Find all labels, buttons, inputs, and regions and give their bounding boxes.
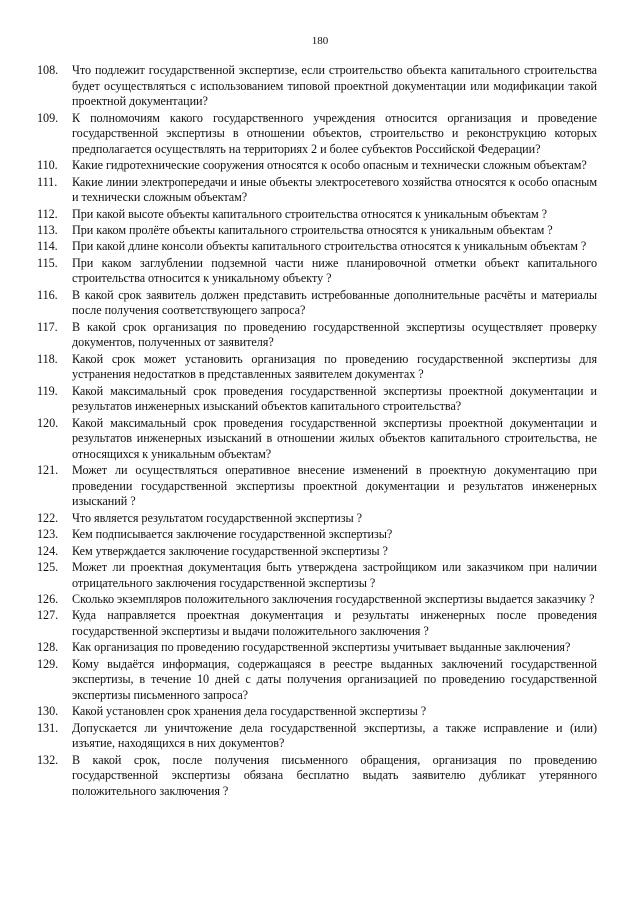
question-text: При какой высоте объекты капитального строительства относятся к уникальным объектам ? [72,206,548,221]
question-number: 132. [37,752,59,767]
question-text: Может ли проектная документация быть утверждена застройщиком или заказчиком при наличии отрицательного заключения государственной экспертизы ? [72,559,597,590]
question-number: 115. [37,255,58,270]
question-item [37,416,597,463]
question-item [37,207,597,223]
question-number: 114. [37,239,58,254]
question-text: При каком заглублении подземной части ниже планировочной отметки объект капитального строительства относится к уникальному объекту ? [72,255,597,286]
question-text: Какие гидротехнические сооружения относятся к особо опасным и технически сложным объектам? [72,158,587,173]
question-number: 125. [37,559,59,574]
question-text: Какой максимальный срок проведения государственной экспертизы проектной документации и результатов инженерных изысканий объектов капитального строительства? [72,383,597,414]
question-text: Кем подписывается заключение государственной экспертизы? [72,527,393,542]
question-item [37,158,597,174]
question-text: Сколько экземпляров положительного заключения государственной экспертизы выдается заказчику ? [72,591,595,606]
question-number: 127. [37,608,59,623]
question-item [37,111,597,158]
question-text: В какой срок организация по проведению государственной экспертизы осуществляет проверку документов, полученных от заявителя? [72,319,597,350]
question-item [37,527,597,543]
question-number: 130. [37,704,59,719]
question-number: 111. [37,174,58,189]
question-text: Что подлежит государственной экспертизе, если строительство объекта капитального строительства будет осуществляться с использованием типовой проектной документации или модификации такой проектной документации? [72,63,597,109]
question-item [37,352,597,383]
question-number: 122. [37,510,59,525]
question-item [37,592,597,608]
question-number: 129. [37,656,59,671]
question-text: Как организация по проведению государственной экспертизы учитывает выданные заключения? [72,640,571,655]
question-text: Какой установлен срок хранения дела государственной экспертизы ? [72,704,427,719]
question-item [37,239,597,255]
question-text: При какой длине консоли объекты капитального строительства относятся к уникальным объектам ? [72,239,587,254]
question-number: 121. [37,463,59,478]
question-number: 112. [37,206,58,221]
question-text: Какой максимальный срок проведения государственной экспертизы проектной документации и результатов инженерных изысканий в отношении жилых объектов капитального строительства, не относящихся к уникальным объектам? [72,415,597,461]
question-item [37,608,597,639]
question-text: Допускается ли уничтожение дела государственной экспертизы, а также исправление и (или) изъятие, находящихся в них документов? [72,720,597,751]
question-text: Кем утверждается заключение государственной экспертизы ? [72,543,388,558]
question-text: При каком пролёте объекты капитального строительства относятся к уникальным объектам ? [72,222,553,237]
question-item [37,175,597,206]
question-number: 119. [37,383,58,398]
question-text: В какой срок заявитель должен представить истребованные дополнительные расчёты и материалы после получения соответствующего запроса? [72,287,597,318]
question-item [37,544,597,560]
question-number: 128. [37,640,59,655]
question-number: 118. [37,351,58,366]
question-text: Какие линии электропередачи и иные объекты электросетевого хозяйства относятся к особо опасным и технически сложным объектам? [72,174,597,205]
question-number: 120. [37,415,59,430]
question-number: 131. [37,720,59,735]
question-item [37,463,597,510]
question-number: 126. [37,591,59,606]
question-number: 110. [37,158,58,173]
question-text: Что является результатом государственной экспертизы ? [72,510,363,525]
question-text: Какой срок может установить организация по проведению государственной экспертизы для устранения недостатков в представленных заявителем документах ? [72,351,597,382]
question-item [37,223,597,239]
question-item [37,256,597,287]
question-item [37,721,597,752]
question-item [37,320,597,351]
question-item [37,560,597,591]
question-item [37,657,597,704]
question-item [37,384,597,415]
question-item [37,753,597,800]
question-number: 109. [37,110,59,125]
question-number: 108. [37,63,59,77]
question-item [37,288,597,319]
question-text: Может ли осуществляться оперативное внесение изменений в проектную документацию при проведении государственной экспертизы проектной документации и результатов инженерных изысканий ? [72,463,597,509]
question-item [37,511,597,527]
question-text: В какой срок, после получения письменного обращения, организация по проведению государственной экспертизы обязана бесплатно выдать заявителю дубликат утерянного положительного заключения ? [72,752,597,798]
question-item [37,640,597,656]
question-number: 113. [37,222,58,237]
question-text: К полномочиям какого государственного учреждения относится организация и проведение государственной экспертизы в отношении объектов, строительство и реконструкцию которых предполагается осуществлять на территориях 2 и более субъектов Российской Федерации? [72,110,597,156]
question-number: 124. [37,543,59,558]
question-item [37,704,597,720]
page-number: 180 [311,35,329,47]
question-text: Куда направляется проектная документация и результаты инженерных после проведения государственной экспертизы и выдачи положительного заключения ? [72,608,597,638]
question-number: 116. [37,287,58,302]
question-text: Кому выдаётся информация, содержащаяся в реестре выданных заключений государственной экспертизы, в течение 10 дней с даты получения организацией по проведению государственной экспертизы письменного запроса? [72,656,597,702]
question-item [37,63,597,110]
question-list [37,63,597,800]
question-number: 117. [37,319,58,334]
question-number: 123. [37,527,59,542]
